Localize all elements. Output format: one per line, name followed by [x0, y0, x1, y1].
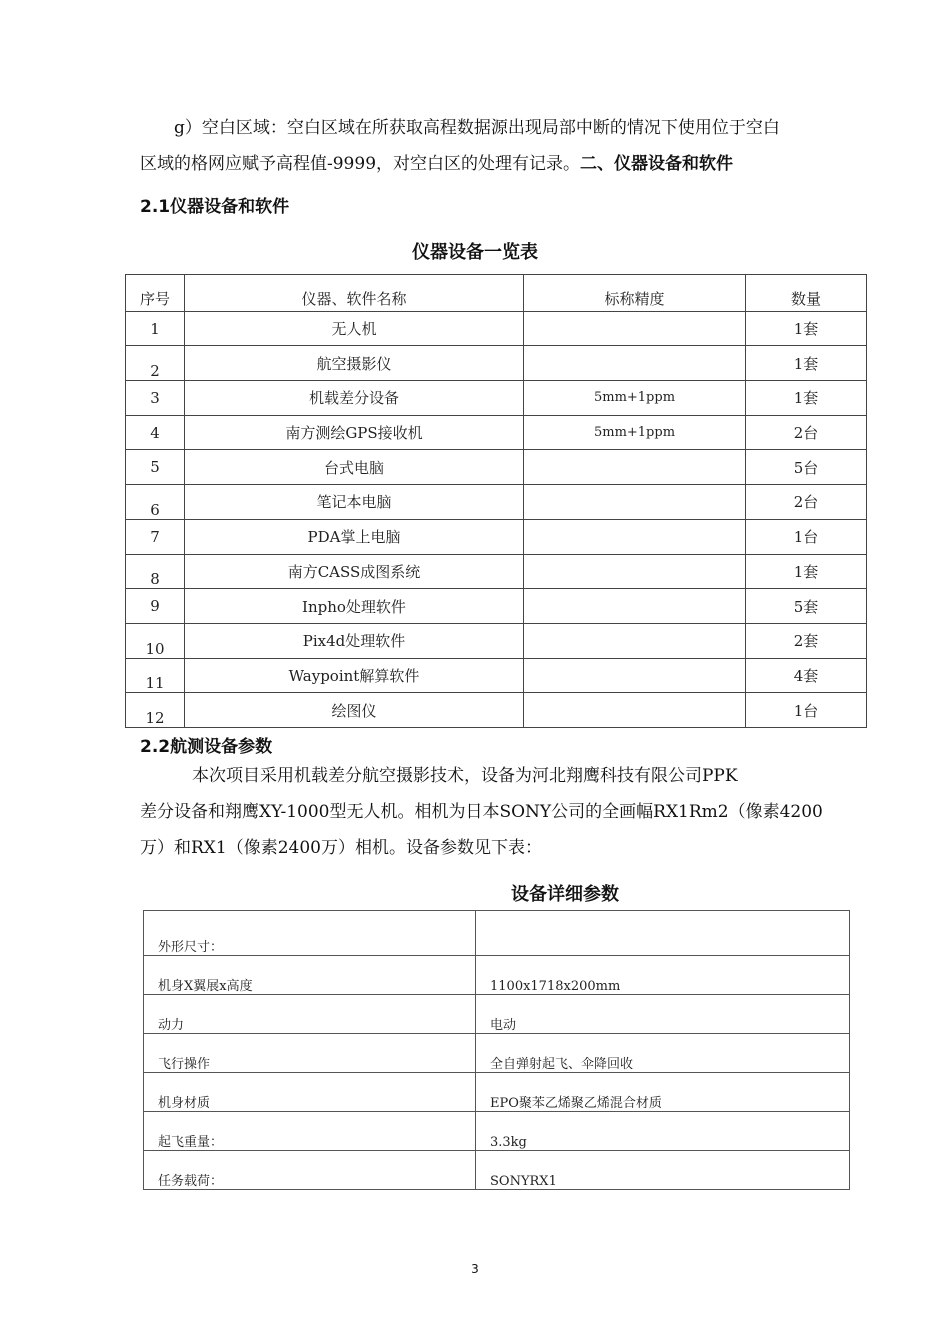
param-value: 全自弹射起飞、伞降回收	[476, 1034, 850, 1073]
cell-name: Pix4d处理软件	[185, 623, 524, 658]
header-precision: 标称精度	[524, 275, 746, 312]
table-row	[126, 693, 867, 728]
table-row	[126, 311, 867, 346]
table2-caption: 设备详细参数	[511, 884, 619, 905]
cell-no: 11	[126, 658, 185, 693]
param-value	[476, 911, 850, 956]
table-header-row	[126, 275, 867, 312]
param-row	[144, 1073, 850, 1112]
chapter-heading: 二、仪器设备和软件	[580, 154, 734, 174]
cell-qty: 5套	[746, 589, 867, 624]
cell-qty: 1套	[746, 381, 867, 416]
cell-no: 2	[126, 346, 185, 381]
param-label: 机身材质	[144, 1073, 476, 1112]
param-value: 3.3kg	[476, 1112, 850, 1151]
cell-name: PDA掌上电脑	[185, 519, 524, 554]
cell-name: Inpho处理软件	[185, 589, 524, 624]
cell-no: 9	[126, 589, 185, 624]
param-label: 飞行操作	[144, 1034, 476, 1073]
cell-qty: 1套	[746, 346, 867, 381]
intro-paragraph	[140, 110, 860, 182]
header-name: 仪器、软件名称	[185, 275, 524, 312]
param-row	[144, 911, 850, 956]
para2-line-3: 万）和RX1（像素2400万）相机。设备参数见下表：	[140, 838, 542, 858]
intro-line-2-text: 区域的格网应赋予高程值-9999，对空白区的处理有记录。	[140, 154, 581, 174]
device-params-table	[143, 910, 850, 1190]
cell-precision: 5mm+1ppm	[524, 381, 746, 416]
cell-no: 3	[126, 381, 185, 416]
cell-precision	[524, 485, 746, 520]
param-value: EPO聚苯乙烯聚乙烯混合材质	[476, 1073, 850, 1112]
cell-qty: 1台	[746, 519, 867, 554]
table-row	[126, 415, 867, 450]
table1-caption: 仪器设备一览表	[412, 242, 538, 263]
param-label: 外形尺寸：	[144, 911, 476, 956]
page-number: 3	[471, 1262, 479, 1276]
cell-no: 8	[126, 554, 185, 589]
cell-precision	[524, 554, 746, 589]
equipment-table	[125, 274, 867, 728]
table-row	[126, 346, 867, 381]
cell-name: 无人机	[185, 311, 524, 346]
cell-precision	[524, 450, 746, 485]
table-row	[126, 450, 867, 485]
table-row	[126, 589, 867, 624]
cell-qty: 2台	[746, 485, 867, 520]
cell-name: 南方测绘GPS接收机	[185, 415, 524, 450]
param-value: 1100x1718x200mm	[476, 956, 850, 995]
cell-qty: 2台	[746, 415, 867, 450]
cell-qty: 4套	[746, 658, 867, 693]
param-row	[144, 1112, 850, 1151]
cell-no: 12	[126, 693, 185, 728]
cell-precision	[524, 589, 746, 624]
param-value: 电动	[476, 995, 850, 1034]
param-row	[144, 1151, 850, 1190]
equipment-paragraph	[140, 758, 860, 866]
intro-line-2	[140, 146, 860, 182]
cell-qty: 5台	[746, 450, 867, 485]
param-row	[144, 1034, 850, 1073]
param-value: SONYRX1	[476, 1151, 850, 1190]
cell-qty: 1台	[746, 693, 867, 728]
cell-precision	[524, 311, 746, 346]
cell-no: 1	[126, 311, 185, 346]
intro-line-1: g）空白区域：空白区域在所获取高程数据源出现局部中断的情况下使用位于空白	[174, 118, 780, 138]
cell-precision	[524, 693, 746, 728]
cell-precision	[524, 658, 746, 693]
section-heading-2-2: 2.2航测设备参数	[140, 737, 273, 757]
cell-name: 台式电脑	[185, 450, 524, 485]
table-row	[126, 554, 867, 589]
param-label: 动力	[144, 995, 476, 1034]
cell-name: 绘图仪	[185, 693, 524, 728]
cell-no: 5	[126, 450, 185, 485]
cell-name: 南方CASS成图系统	[185, 554, 524, 589]
cell-name: Waypoint解算软件	[185, 658, 524, 693]
para2-line-2: 差分设备和翔鹰XY-1000型无人机。相机为日本SONY公司的全画幅RX1Rm2（像素4200	[140, 802, 823, 822]
param-label: 起飞重量：	[144, 1112, 476, 1151]
table-row	[126, 485, 867, 520]
param-label: 任务载荷：	[144, 1151, 476, 1190]
cell-precision: 5mm+1ppm	[524, 415, 746, 450]
table-row	[126, 381, 867, 416]
cell-precision	[524, 623, 746, 658]
para2-line-1: 本次项目采用机载差分航空摄影技术，设备为河北翔鹰科技有限公司PPK	[192, 766, 738, 786]
cell-qty: 2套	[746, 623, 867, 658]
cell-qty: 1套	[746, 554, 867, 589]
cell-no: 7	[126, 519, 185, 554]
cell-name: 航空摄影仪	[185, 346, 524, 381]
cell-name: 笔记本电脑	[185, 485, 524, 520]
cell-precision	[524, 519, 746, 554]
table-row	[126, 658, 867, 693]
param-label: 机身X翼展x高度	[144, 956, 476, 995]
param-row	[144, 956, 850, 995]
table-row	[126, 623, 867, 658]
cell-qty: 1套	[746, 311, 867, 346]
cell-no: 4	[126, 415, 185, 450]
section-heading-2-1: 2.1仪器设备和软件	[140, 197, 290, 217]
header-no: 序号	[126, 275, 185, 312]
header-qty: 数量	[746, 275, 867, 312]
cell-no: 6	[126, 485, 185, 520]
cell-name: 机载差分设备	[185, 381, 524, 416]
cell-no: 10	[126, 623, 185, 658]
cell-precision	[524, 346, 746, 381]
table-row	[126, 519, 867, 554]
param-row	[144, 995, 850, 1034]
